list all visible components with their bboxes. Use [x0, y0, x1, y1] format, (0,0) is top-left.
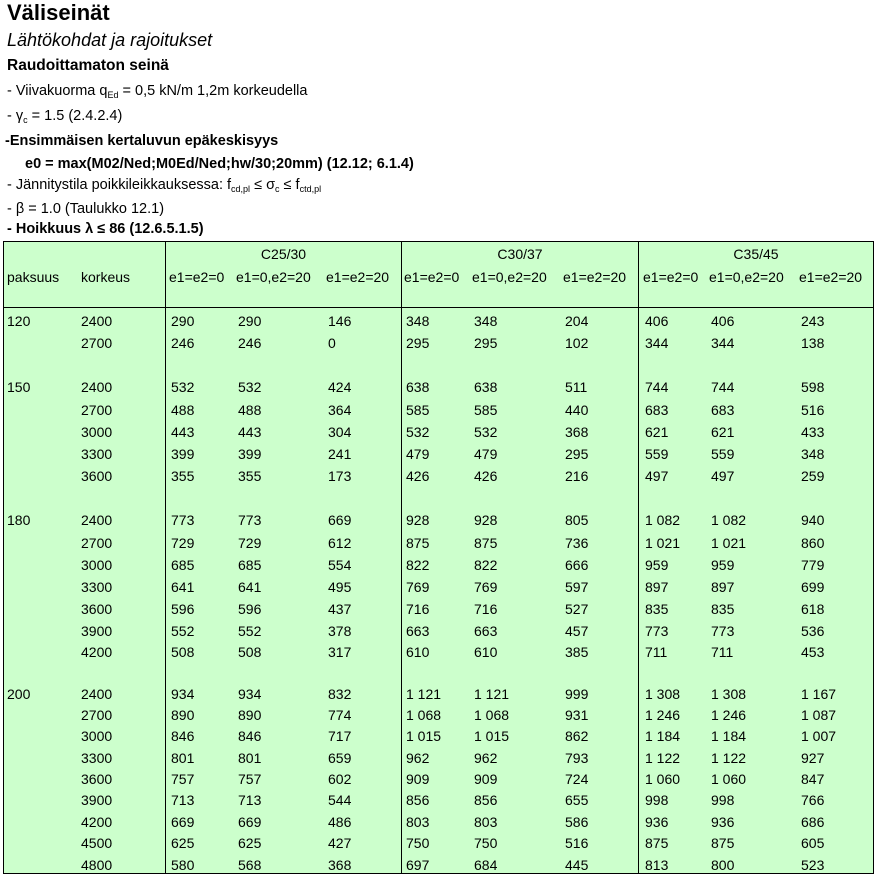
value-cell: 426	[406, 468, 430, 484]
value-cell: 769	[474, 579, 498, 595]
value-cell: 936	[645, 814, 669, 830]
value-cell: 800	[711, 857, 735, 873]
value-cell: 711	[645, 644, 668, 660]
value-cell: 1 068	[406, 707, 442, 723]
value-cell: 959	[645, 557, 669, 573]
value-cell: 699	[801, 579, 825, 595]
value-cell: 716	[474, 601, 498, 617]
value-cell: 585	[406, 402, 430, 418]
value-cell: 173	[328, 468, 352, 484]
value-cell: 750	[474, 835, 498, 851]
value-cell: 532	[238, 379, 262, 395]
value-cell: 1 121	[406, 686, 442, 702]
subcolumn-header: e1=e2=0	[643, 269, 699, 285]
value-cell: 1 121	[474, 686, 510, 702]
value-cell: 523	[801, 857, 825, 873]
value-cell: 625	[171, 835, 195, 851]
value-cell: 729	[238, 535, 262, 551]
height-cell: 2700	[81, 535, 113, 551]
height-cell: 3000	[81, 728, 113, 744]
subcolumn-header: e1=0,e2=20	[472, 269, 547, 285]
value-cell: 610	[406, 644, 430, 660]
value-cell: 610	[474, 644, 498, 660]
height-cell: 3300	[81, 750, 113, 766]
group-divider	[165, 242, 166, 873]
value-cell: 846	[238, 728, 262, 744]
height-cell: 3000	[81, 424, 113, 440]
value-cell: 295	[565, 446, 589, 462]
value-cell: 1 122	[645, 750, 681, 766]
value-cell: 516	[565, 835, 589, 851]
value-cell: 368	[565, 424, 589, 440]
value-cell: 779	[801, 557, 825, 573]
thickness-cell: 120	[7, 313, 31, 329]
value-cell: 1 122	[711, 750, 747, 766]
value-cell: 440	[565, 402, 589, 418]
value-cell: 862	[565, 728, 589, 744]
value-cell: 497	[711, 468, 735, 484]
value-cell: 959	[711, 557, 735, 573]
value-cell: 598	[801, 379, 825, 395]
value-cell: 605	[801, 835, 825, 851]
value-cell: 638	[406, 379, 430, 395]
value-cell: 934	[171, 686, 195, 702]
value-cell: 295	[406, 335, 430, 351]
value-cell: 443	[171, 424, 195, 440]
value-cell: 138	[801, 335, 825, 351]
value-cell: 495	[328, 579, 352, 595]
value-cell: 568	[238, 857, 262, 873]
value-cell: 931	[565, 707, 589, 723]
value-cell: 1 184	[711, 728, 747, 744]
value-cell: 348	[474, 313, 498, 329]
value-cell: 773	[238, 512, 262, 528]
value-cell: 1 021	[711, 535, 747, 551]
value-cell: 612	[328, 535, 352, 551]
value-cell: 805	[565, 512, 589, 528]
value-cell: 552	[238, 623, 262, 639]
column-header-thickness: paksuus	[7, 269, 60, 285]
value-cell: 344	[645, 335, 669, 351]
value-cell: 488	[238, 402, 262, 418]
value-cell: 909	[406, 771, 430, 787]
value-cell: 766	[801, 792, 825, 808]
value-cell: 1 082	[645, 512, 681, 528]
value-cell: 998	[645, 792, 669, 808]
value-cell: 625	[238, 835, 262, 851]
value-cell: 803	[406, 814, 430, 830]
value-cell: 290	[171, 313, 195, 329]
height-cell: 3900	[81, 623, 113, 639]
value-cell: 822	[406, 557, 430, 573]
value-cell: 348	[406, 313, 430, 329]
value-cell: 897	[645, 579, 669, 595]
value-cell: 406	[711, 313, 735, 329]
value-cell: 757	[238, 771, 262, 787]
value-cell: 586	[565, 814, 589, 830]
value-cell: 998	[711, 792, 735, 808]
value-cell: 685	[171, 557, 195, 573]
value-cell: 304	[328, 424, 352, 440]
height-cell: 3600	[81, 601, 113, 617]
beta-note: - β = 1.0 (Taulukko 12.1)	[7, 201, 165, 217]
value-cell: 602	[328, 771, 352, 787]
value-cell: 860	[801, 535, 825, 551]
value-cell: 1 007	[801, 728, 837, 744]
value-cell: 241	[328, 446, 352, 462]
value-cell: 385	[565, 644, 589, 660]
value-cell: 1 308	[645, 686, 681, 702]
value-cell: 713	[238, 792, 262, 808]
value-cell: 875	[474, 535, 498, 551]
page-subtitle: Lähtökohdat ja rajoitukset	[7, 30, 213, 50]
value-cell: 663	[474, 623, 498, 639]
height-cell: 3600	[81, 771, 113, 787]
height-cell: 3300	[81, 579, 113, 595]
height-cell: 4500	[81, 835, 113, 851]
value-cell: 554	[328, 557, 352, 573]
height-cell: 2400	[81, 313, 113, 329]
value-cell: 697	[406, 857, 430, 873]
column-header-height: korkeus	[81, 269, 131, 285]
value-cell: 744	[645, 379, 669, 395]
value-cell: 847	[801, 771, 825, 787]
height-cell: 2700	[81, 335, 113, 351]
value-cell: 1 308	[711, 686, 747, 702]
value-cell: 683	[645, 402, 669, 418]
value-cell: 927	[801, 750, 825, 766]
value-cell: 453	[801, 644, 825, 660]
height-cell: 3000	[81, 557, 113, 573]
capacity-table	[3, 241, 874, 874]
height-cell: 2400	[81, 379, 113, 395]
value-cell: 934	[238, 686, 262, 702]
value-cell: 962	[474, 750, 498, 766]
height-cell: 2400	[81, 512, 113, 528]
value-cell: 364	[328, 402, 352, 418]
value-cell: 774	[328, 707, 352, 723]
value-cell: 750	[406, 835, 430, 851]
value-cell: 744	[711, 379, 735, 395]
value-cell: 846	[171, 728, 195, 744]
value-cell: 445	[565, 857, 589, 873]
value-cell: 716	[406, 601, 430, 617]
value-cell: 835	[711, 601, 735, 617]
value-cell: 897	[711, 579, 735, 595]
value-cell: 559	[711, 446, 735, 462]
value-cell: 317	[328, 644, 352, 660]
value-cell: 813	[645, 857, 669, 873]
value-cell: 928	[406, 512, 430, 528]
value-cell: 406	[645, 313, 669, 329]
value-cell: 344	[711, 335, 735, 351]
subcolumn-header: e1=0,e2=20	[709, 269, 784, 285]
value-cell: 711	[711, 644, 734, 660]
gamma-note: - $\gamma_c = 1.5$ (2.4.2.4)	[7, 108, 123, 125]
value-cell: 659	[328, 750, 352, 766]
height-cell: 4800	[81, 857, 113, 873]
value-cell: 399	[171, 446, 195, 462]
value-cell: 641	[238, 579, 262, 595]
value-cell: 666	[565, 557, 589, 573]
height-cell: 2700	[81, 402, 113, 418]
value-cell: 399	[238, 446, 262, 462]
height-cell: 4200	[81, 814, 113, 830]
value-cell: 378	[328, 623, 352, 639]
value-cell: 875	[406, 535, 430, 551]
header-divider	[4, 307, 873, 308]
subcolumn-header: e1=e2=20	[799, 269, 863, 285]
group-header-c25-30: C25/30	[260, 246, 307, 262]
value-cell: 1 015	[474, 728, 510, 744]
height-cell: 3600	[81, 468, 113, 484]
subcolumn-header: e1=0,e2=20	[236, 269, 311, 285]
value-cell: 511	[565, 379, 588, 395]
value-cell: 532	[171, 379, 195, 395]
value-cell: 757	[171, 771, 195, 787]
page-title: Väliseinät	[7, 0, 110, 25]
value-cell: 1 167	[801, 686, 837, 702]
value-cell: 1 184	[645, 728, 681, 744]
value-cell: 532	[474, 424, 498, 440]
value-cell: 146	[328, 313, 352, 329]
thickness-cell: 200	[7, 686, 31, 702]
height-cell: 3300	[81, 446, 113, 462]
value-cell: 683	[711, 402, 735, 418]
value-cell: 856	[474, 792, 498, 808]
value-cell: 437	[328, 601, 352, 617]
value-cell: 585	[474, 402, 498, 418]
value-cell: 909	[474, 771, 498, 787]
value-cell: 443	[238, 424, 262, 440]
value-cell: 940	[801, 512, 825, 528]
value-cell: 486	[328, 814, 352, 830]
value-cell: 1 246	[645, 707, 681, 723]
value-cell: 552	[171, 623, 195, 639]
value-cell: 479	[406, 446, 430, 462]
value-cell: 773	[171, 512, 195, 528]
value-cell: 1 021	[645, 535, 681, 551]
value-cell: 621	[711, 424, 735, 440]
value-cell: 290	[238, 313, 262, 329]
value-cell: 669	[171, 814, 195, 830]
eccentricity-heading: -Ensimmäisen kertaluvun epäkeskisyys	[5, 133, 279, 149]
eccentricity-formula: e0 = max(M02/Ned;M0Ed/Ned;hw/30;20mm) (12.12; 6.1.4)	[25, 156, 414, 172]
value-cell: 580	[171, 857, 195, 873]
value-cell: 1 015	[406, 728, 442, 744]
value-cell: 204	[565, 313, 589, 329]
subcolumn-header: e1=e2=0	[169, 269, 225, 285]
value-cell: 832	[328, 686, 352, 702]
value-cell: 793	[565, 750, 589, 766]
value-cell: 457	[565, 623, 589, 639]
value-cell: 559	[645, 446, 669, 462]
group-header-c35-45: C35/45	[733, 246, 779, 262]
value-cell: 717	[328, 728, 352, 744]
value-cell: 663	[406, 623, 430, 639]
value-cell: 243	[801, 313, 825, 329]
value-cell: 641	[171, 579, 195, 595]
value-cell: 1 082	[711, 512, 747, 528]
load-note: - Viivakuorma $q_{Ed} = 0,5$ kN/m 1,2m korkeudella	[7, 83, 308, 100]
value-cell: 890	[171, 707, 195, 723]
value-cell: 1 246	[711, 707, 747, 723]
value-cell: 532	[406, 424, 430, 440]
value-cell: 713	[171, 792, 195, 808]
value-cell: 822	[474, 557, 498, 573]
stress-note: - Jännitystila poikkileikkauksessa: $f_{cd,pl} \le \sigma_c \le f_{ctd,pl}$	[7, 177, 322, 194]
height-cell: 4200	[81, 644, 113, 660]
value-cell: 618	[801, 601, 825, 617]
value-cell: 999	[565, 686, 589, 702]
value-cell: 875	[711, 835, 735, 851]
value-cell: 773	[711, 623, 735, 639]
value-cell: 246	[171, 335, 195, 351]
height-cell: 2400	[81, 686, 113, 702]
value-cell: 962	[406, 750, 430, 766]
value-cell: 102	[565, 335, 589, 351]
value-cell: 596	[238, 601, 262, 617]
value-cell: 424	[328, 379, 352, 395]
value-cell: 890	[238, 707, 262, 723]
value-cell: 596	[171, 601, 195, 617]
value-cell: 295	[474, 335, 498, 351]
value-cell: 729	[171, 535, 195, 551]
value-cell: 638	[474, 379, 498, 395]
subcolumn-header: e1=e2=20	[563, 269, 627, 285]
value-cell: 433	[801, 424, 825, 440]
value-cell: 488	[171, 402, 195, 418]
value-cell: 508	[171, 644, 195, 660]
slenderness-note: - Hoikkuus λ ≤ 86 (12.6.5.1.5)	[7, 221, 204, 237]
value-cell: 685	[238, 557, 262, 573]
value-cell: 479	[474, 446, 498, 462]
value-cell: 801	[238, 750, 262, 766]
value-cell: 348	[801, 446, 825, 462]
value-cell: 928	[474, 512, 498, 528]
value-cell: 508	[238, 644, 262, 660]
value-cell: 355	[238, 468, 262, 484]
value-cell: 259	[801, 468, 825, 484]
value-cell: 0	[328, 335, 336, 351]
value-cell: 936	[711, 814, 735, 830]
thickness-cell: 180	[7, 512, 31, 528]
value-cell: 669	[238, 814, 262, 830]
value-cell: 835	[645, 601, 669, 617]
value-cell: 1 087	[801, 707, 837, 723]
value-cell: 497	[645, 468, 669, 484]
value-cell: 516	[801, 402, 825, 418]
value-cell: 856	[406, 792, 430, 808]
value-cell: 736	[565, 535, 589, 551]
value-cell: 769	[406, 579, 430, 595]
height-cell: 3900	[81, 792, 113, 808]
value-cell: 773	[645, 623, 669, 639]
value-cell: 246	[238, 335, 262, 351]
value-cell: 544	[328, 792, 352, 808]
value-cell: 655	[565, 792, 589, 808]
subcolumn-header: e1=e2=20	[326, 269, 390, 285]
value-cell: 803	[474, 814, 498, 830]
value-cell: 1 068	[474, 707, 510, 723]
value-cell: 1 060	[711, 771, 747, 787]
value-cell: 669	[328, 512, 352, 528]
value-cell: 426	[474, 468, 498, 484]
value-cell: 427	[328, 835, 352, 851]
value-cell: 1 060	[645, 771, 681, 787]
value-cell: 536	[801, 623, 825, 639]
value-cell: 686	[801, 814, 825, 830]
value-cell: 684	[474, 857, 498, 873]
value-cell: 368	[328, 857, 352, 873]
value-cell: 875	[645, 835, 669, 851]
height-cell: 2700	[81, 707, 113, 723]
group-divider	[638, 242, 639, 873]
section-heading: Raudoittamaton seinä	[7, 57, 169, 74]
thickness-cell: 150	[7, 379, 31, 395]
value-cell: 724	[565, 771, 589, 787]
value-cell: 355	[171, 468, 195, 484]
value-cell: 216	[565, 468, 589, 484]
group-divider	[401, 242, 402, 873]
value-cell: 597	[565, 579, 589, 595]
group-header-c30-37: C30/37	[497, 246, 543, 262]
value-cell: 621	[645, 424, 669, 440]
value-cell: 527	[565, 601, 589, 617]
subcolumn-header: e1=e2=0	[404, 269, 460, 285]
value-cell: 801	[171, 750, 195, 766]
